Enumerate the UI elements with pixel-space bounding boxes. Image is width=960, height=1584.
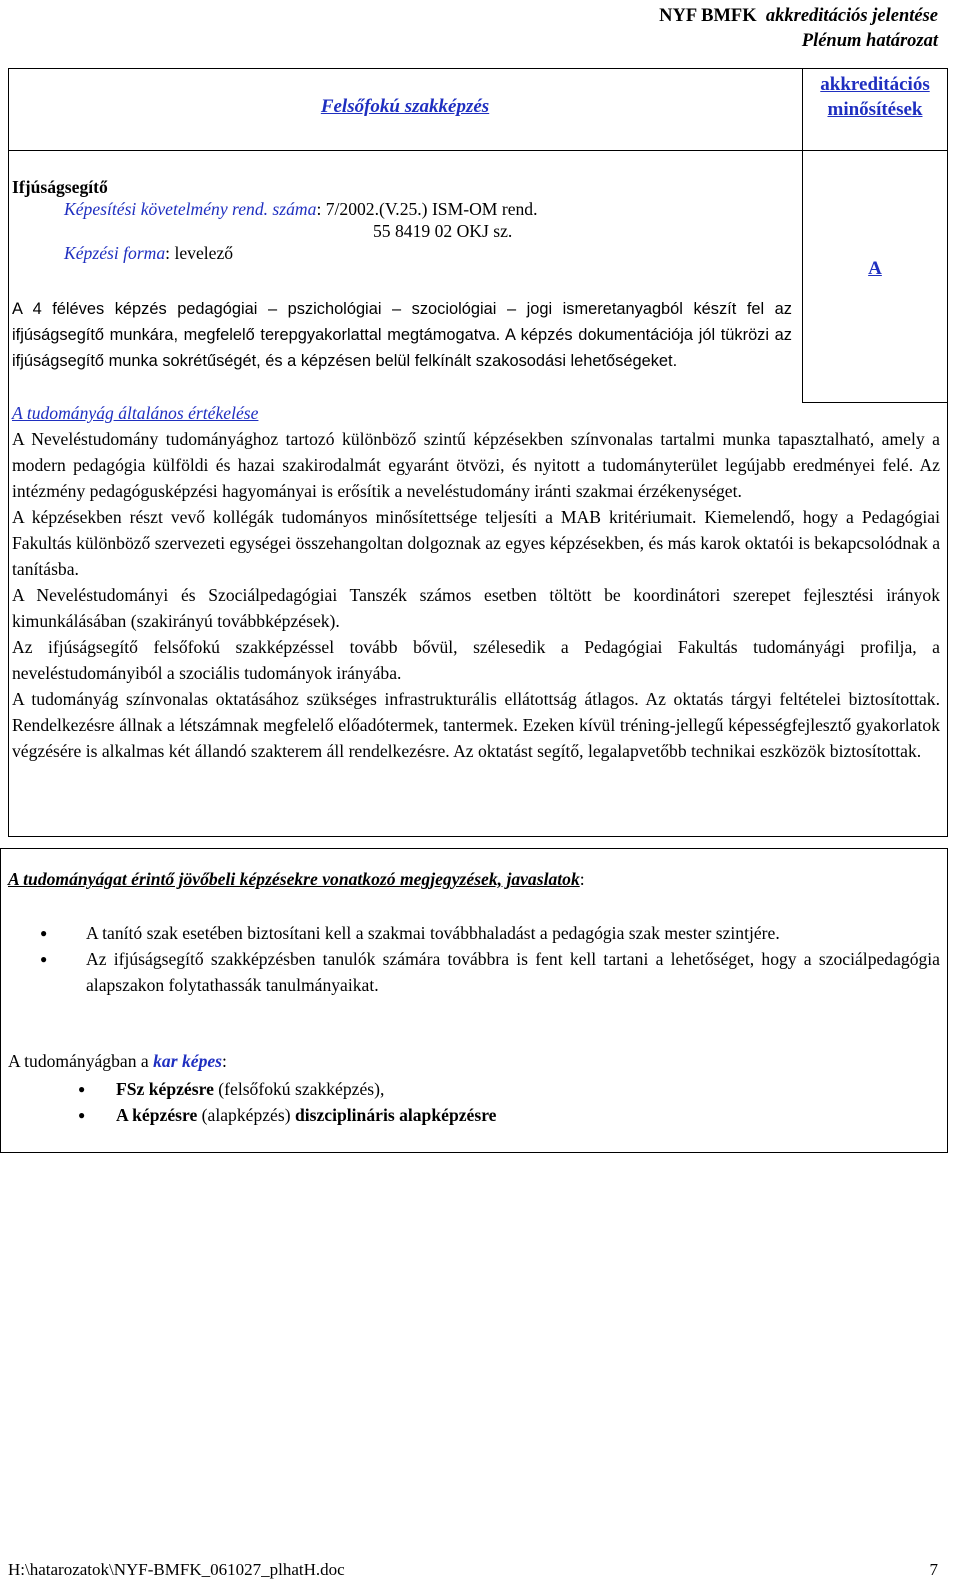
capability-a-mid: (alapképzés)	[197, 1105, 295, 1125]
future-box-left-border	[0, 848, 1, 1152]
capability-a-bold-2: diszciplináris alapképzésre	[294, 1105, 497, 1125]
capability-item-fsz	[78, 1076, 938, 1102]
capability-fsz-rest: (felsőfokú szakképzés),	[213, 1079, 385, 1099]
faculty-capability-line	[8, 1048, 908, 1074]
table-title: Felsőfokú szakképzés	[320, 96, 490, 117]
general-paragraph-3: A Neveléstudományi és Szociálpedagógiai Tanszék számos esetben töltött be koordinátori szerepet fejlesztési irányok kimunkálásában (szakirányú továbbképzések).	[12, 585, 940, 631]
program-description: A 4 féléves képzés pedagógiai – pszichológiai – szociológiai – jogi ismeretanyagból készít fel az ifjúságsegítő munkára, megfelelő terepgyakorlattal megtámogatva. A képzés dokumentációja jól tükrözi az ifjúságsegítő munka sokrétűségét, és a képzésen belül felkínált szakosodási lehetőségeket.	[12, 300, 792, 370]
header-line-1	[659, 4, 938, 29]
general-paragraph-4: Az ifjúságsegítő felsőfokú szakképzéssel tovább bővül, szélesedik a Pedagógiai Fakultás tudományági profilja, a neveléstudományiból a szociális tudományok irányába.	[12, 637, 940, 683]
header-report-title: akkreditációs jelentése	[765, 6, 938, 26]
recommendation-item: ● Az ifjúságsegítő szakképzésben tanulók számára továbbra is fent kell tartani a lehetőséget, hogy a szociálpedagógia alapszakon folytathassák tanulmányaikat.	[40, 946, 940, 998]
training-form-line	[12, 242, 792, 264]
general-paragraph-2: A képzésekben részt vevő kollégák tudományos minősítettsége teljesíti a MAB kritériumait. Kiemelendő, hogy a Pedagógiai Fakultás különböző szervezeti egységei összehangoltan dolgoznak az egyes képzésekben, és más karok oktatói is bekapcsolódnak a tanításba.	[12, 507, 940, 579]
document-footer	[8, 1560, 938, 1580]
file-path: H:\hatarozatok\NYF-BMFK_061027_plhatH.doc	[8, 1560, 345, 1579]
capability-item-a	[78, 1102, 938, 1128]
capability-prefix: A tudományágban a	[8, 1051, 154, 1071]
document-header	[659, 4, 938, 54]
recommendation-item: ● A tanító szak esetében biztosítani kell a szakmai továbbhaladást a pedagógia szak mester szintjére.	[40, 920, 940, 946]
requirement-line	[12, 198, 792, 220]
general-paragraph-1: A Neveléstudomány tudományághoz tartozó különböző szintű képzésekben színvonalas tartalmi munka tapasztalható, amely a modern pedagógia külföldi és hazai szakirodalmát egyaránt ötvözi, és nyitott a tudományterület legújabb eredményei felé. Az intézmény pedagógusképzési hagyományai is erősítik a neveléstudomány iránti szakmai érzékenységet.	[12, 429, 940, 501]
capability-fsz-bold: FSz képzésre	[116, 1079, 214, 1099]
future-box-right-border	[947, 848, 948, 1152]
general-evaluation-heading: A tudományág általános értékelése	[12, 403, 259, 423]
requirement-label: Képesítési követelmény rend. száma	[64, 199, 317, 219]
okj-number: 55 8419 02 OKJ sz.	[373, 221, 513, 241]
training-form-value: : levelező	[165, 243, 234, 263]
future-heading-colon: :	[579, 869, 585, 889]
table-top-border	[8, 68, 948, 69]
capability-a-bold: A képzésre	[116, 1105, 198, 1125]
program-info	[12, 176, 792, 264]
training-form-label: Képzési forma	[64, 243, 166, 263]
accreditation-grade: A	[868, 258, 882, 279]
future-box-top-border	[0, 848, 948, 849]
grade-column-header	[802, 72, 948, 122]
program-name: Ifjúságsegítő	[12, 177, 108, 197]
future-section-heading-line	[8, 866, 938, 892]
recommendation-list	[40, 920, 940, 998]
page-number: 7	[929, 1560, 938, 1579]
capability-emphasis: kar képes	[153, 1051, 223, 1071]
header-institution: NYF BMFK	[659, 6, 766, 26]
general-evaluation	[12, 400, 940, 764]
table-right-border	[947, 68, 948, 836]
general-paragraph-5: A tudományág színvonalas oktatásához szükséges infrastrukturális ellátottság átlagos. Az oktatás tárgyi feltételei biztosítottak. Rendelkezésre állnak a létszámnak megfelelő előadótermek, tantermek. Ezeken kívül tréning-jellegű képességfejlesztő gyakorlatok végzésére is alkalmas két állandó szakterem áll rendelkezésre. Az oktatást segítő, legalapvetőbb technikai eszközök biztosítottak.	[12, 689, 940, 761]
capability-list	[78, 1076, 938, 1128]
requirement-value: : 7/2002.(V.25.) ISM-OM rend.	[316, 199, 538, 219]
table-bottom-border	[8, 836, 948, 837]
future-section-heading: A tudományágat érintő jövőbeli képzésekre vonatkozó megjegyzések, javaslatok	[8, 869, 580, 889]
table-header-border	[8, 150, 948, 151]
table-left-border	[8, 68, 9, 836]
capability-suffix: :	[222, 1051, 227, 1071]
future-box-bottom-border	[0, 1152, 948, 1153]
grade-header-line-1: akkreditációs	[820, 74, 930, 95]
header-line-2: Plénum határozat	[801, 31, 938, 51]
grade-header-line-2: minősítések	[827, 99, 923, 120]
